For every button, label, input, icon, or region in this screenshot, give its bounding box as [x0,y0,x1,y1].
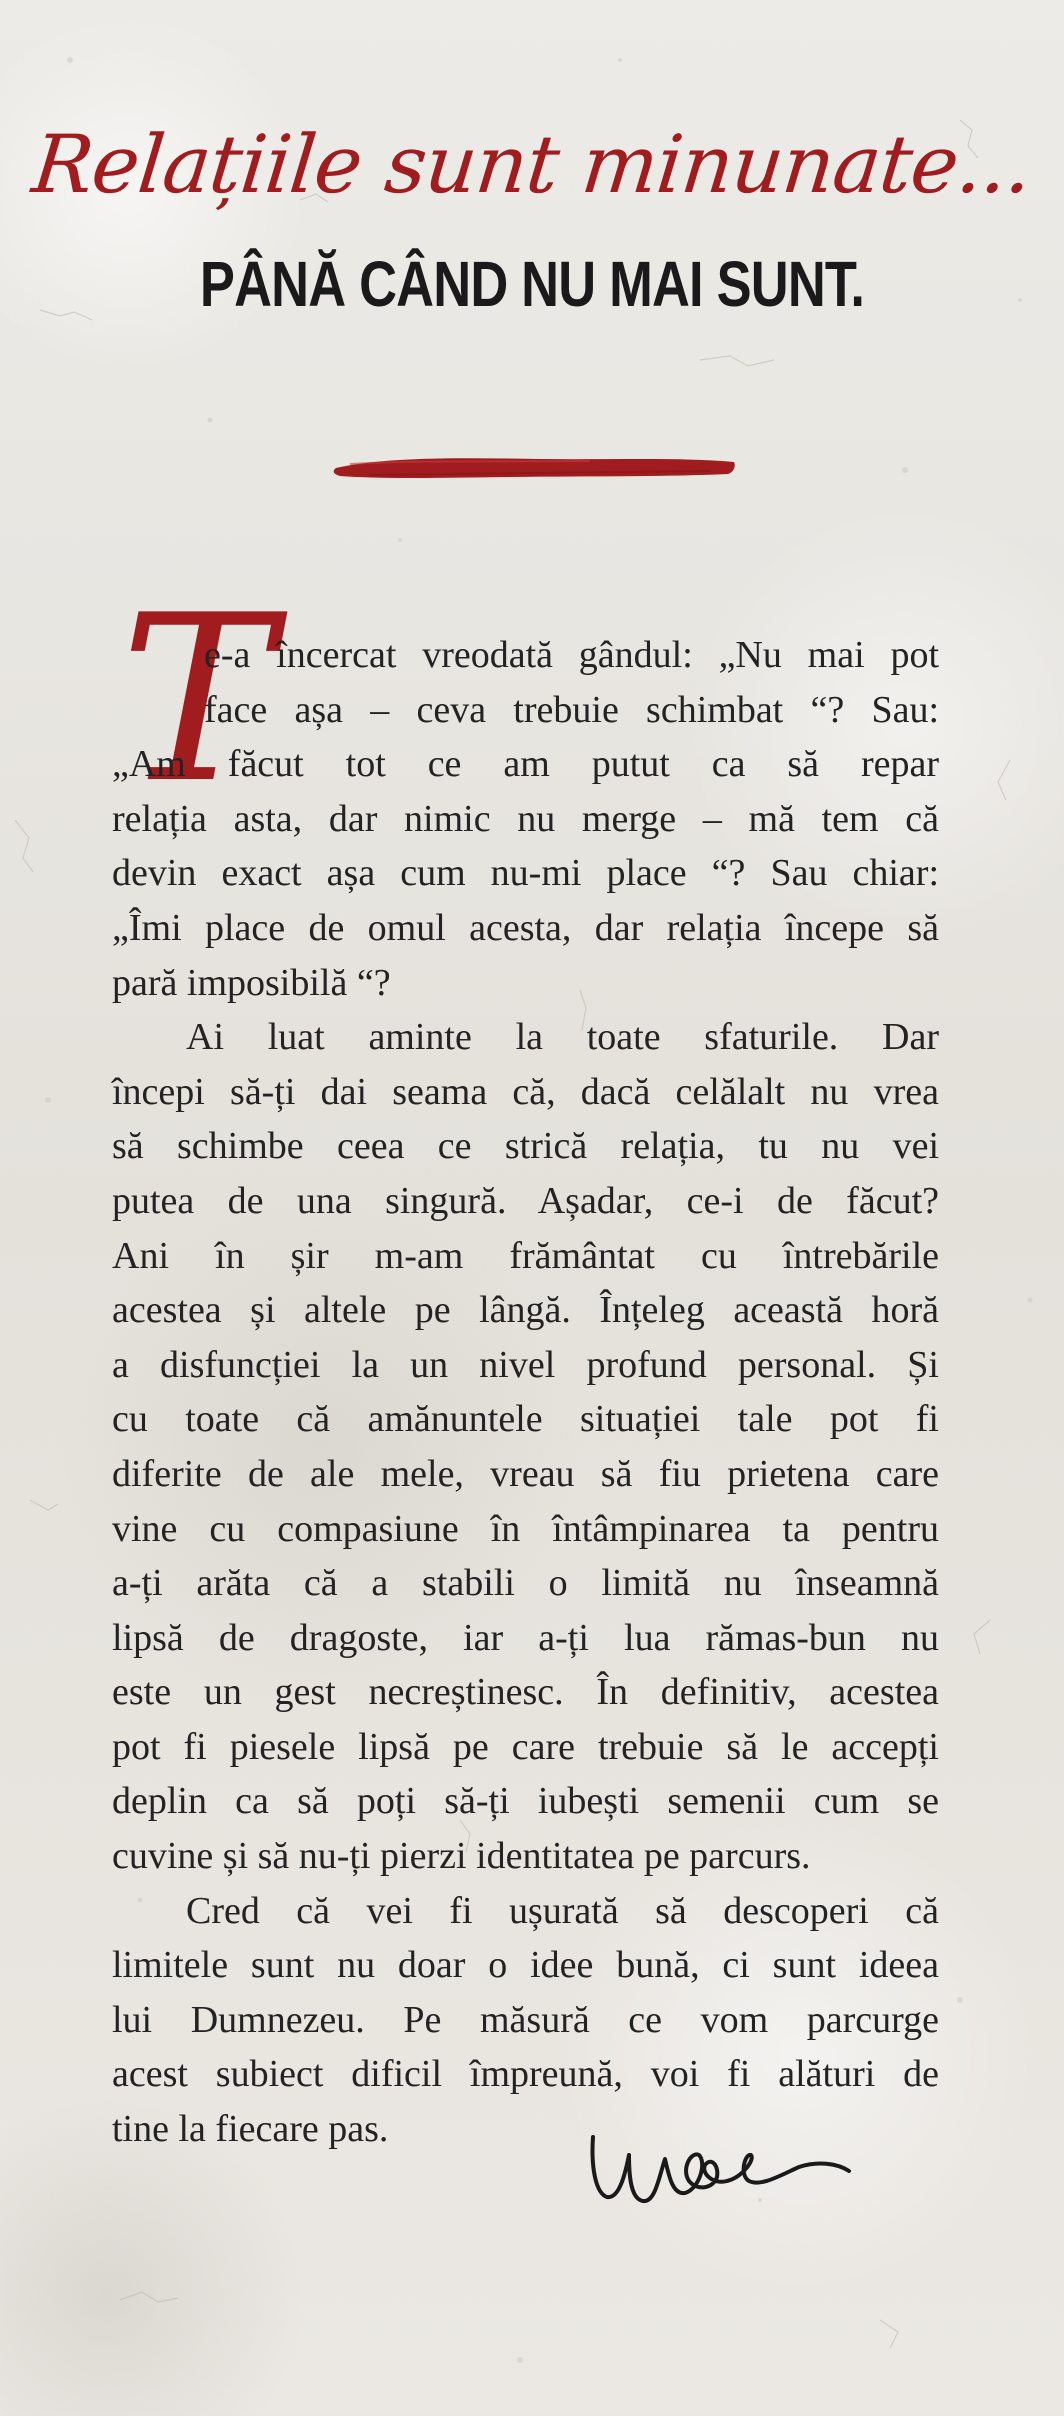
text-line: diferite de ale mele, vreau să fiu prietena care [112,1452,939,1495]
text-line: pot fi piesele lipsă pe care trebuie să le accepți [112,1725,939,1768]
text-line: „Am făcut tot ce am putut ca să repar [112,743,939,786]
text-line: cuvine și să nu-ți pierzi identitatea pe parcurs. [112,1835,811,1878]
text-line: începi să-ți dai seama că, dacă celălalt nu vrea [112,1070,939,1113]
drop-cap: T [120,567,274,834]
text-line: acest subiect dificil împreună, voi fi alături de [112,2053,939,2096]
text-line: lui Dumnezeu. Pe măsură ce vom parcurge [112,1998,939,2041]
red-brush-divider [330,446,740,486]
text-line: relația asta, dar nimic nu merge – mă tem că [112,797,939,840]
text-line: Cred că vei fi ușurată să descoperi că [186,1889,939,1932]
text-line: face așa – ceva trebuie schimbat “? Sau: [204,688,939,731]
text-line: pară imposibilă “? [112,961,391,1004]
text-line: devin exact așa cum nu-mi place “? Sau chiar: [112,852,939,895]
letter-body [112,628,939,2157]
text-line: să schimbe ceea ce strică relația, tu nu vei [112,1125,939,1168]
text-line: Ai luat aminte la toate sfaturile. Dar [186,1016,939,1059]
text-line: acestea și altele pe lângă. Înțeleg această horă [112,1289,939,1332]
text-line: cu toate că amănuntele situației tale pot fi [112,1398,939,1441]
text-line: putea de una singură. Așadar, ce-i de făcut? [112,1179,939,1222]
text-line: e-a încercat vreodată gândul: „Nu mai pot [204,634,939,676]
text-line: tine la fiecare pas. [112,2108,389,2151]
text-line: Ani în șir m-am frământat cu întrebările [112,1234,939,1277]
text-line: limitele sunt nu doar o idee bună, ci sunt ideea [112,1944,939,1987]
text-line: vine cu compasiune în întâmpinarea ta pentru [112,1507,939,1550]
text-line: a-ți arăta că a stabili o limită nu înseamnă [112,1562,939,1605]
text-line: lipsă de dragoste, iar a-ți lua rămas-bun nu [112,1616,939,1659]
text-line: „Îmi place de omul acesta, dar relația începe să [112,906,939,949]
handwritten-signature [585,2115,855,2225]
script-title: Relațiile sunt minunate... [28,118,1036,211]
text-line: a disfuncției la un nivel profund personal. Și [112,1343,939,1386]
caps-title: PÂNĂ CÂND NU MAI SUNT. [199,248,865,320]
text-line: este un gest necreștinesc. În definitiv, acestea [112,1671,939,1714]
text-line: deplin ca să poți să-ți iubești semenii cum se [112,1780,939,1823]
